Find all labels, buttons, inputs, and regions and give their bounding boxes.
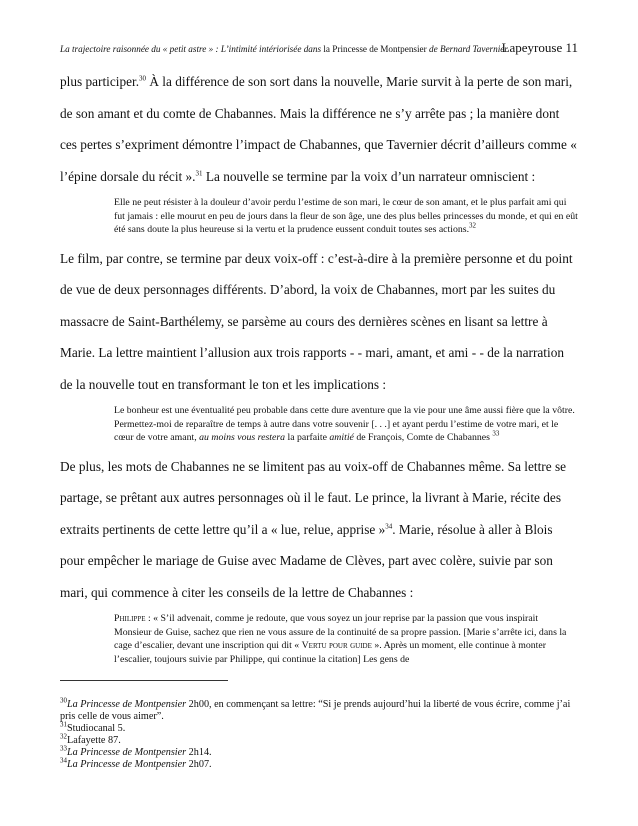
para3-text-b: . Marie, résolue à aller à Blois pour empêcher le mariage de Guise avec Madame de Clèves, part avec colère, suivie par son mari, qui commence à citer les conseils de la lettre de Chabannes : [60,521,553,600]
footnote-title: La Princesse de Montpensier [67,747,187,758]
footnote-number: 34 [60,756,67,765]
block-quote-2 [114,404,578,445]
quote3-text-b: ». Après un moment, elle continue à monter l’escalier, toujours suivie par Philippe, qui continue la citation] Les gens de [114,640,546,665]
para1-text-c: La nouvelle se termine par la voix d’un narrateur omniscient : [202,168,536,184]
footnote-separator [60,680,228,681]
paragraph-1 [60,66,578,192]
quote2-italic-2: amitié [329,432,354,443]
quote2-text-a: Le bonheur est une éventualité peu probable dans cette dure aventure que la vie pour une âme aussi fière que la vôtre. Permettez-moi de reparaître de temps à autre dans votre souvenir [. . .] et ayant perdu l’estime de votre mari, et le cœur de votre amant, [114,405,575,443]
para1-text-a: plus participer. [60,74,140,89]
block-quote-3 [114,612,578,666]
footnote-31 [60,720,578,735]
block-quote-1 [114,196,578,237]
footnote-text: 2h07. [186,759,212,770]
footnote-number: 30 [60,696,67,705]
footnote-number: 31 [60,720,67,729]
quote3-text-a: : « S’il advenait, comme je redoute, que vous soyez un jour reprise par la passion que vous inspirait Monsieur de Guise, sachez que rien ne vous assure de la continuité de sa propre passion. [Marie s’arrête ici, dans la cage d’escalier, devant une inscription qui dit « [114,613,567,651]
footnote-30 [60,696,578,723]
para1-text-b: À la différence de son sort dans la nouvelle, Marie survit à la perte de son mari, de son amant et du comte de Chabannes. Mais la différence ne s’y arrête pas ; la manière dont ces pertes s’expriment démontre l’impact de Chabannes, que Tavernier décrit d’ailleurs comme « l’épine dorsale du récit ». [60,74,577,184]
footnote-text: 2h14. [186,747,212,758]
footnote-title: La Princesse de Montpensier [67,759,187,770]
header-title: la Princesse de Montpensier [323,44,427,54]
footnote-text: Lafayette 87. [67,735,121,746]
para3-text-a: De plus, les mots de Chabannes ne se limitent pas au voix-off de Chabannes même. Sa lettre se partage, se prêtant aux autres personnages où il le faut. Le prince, la livrant à Marie, récite des extraits pertinents de cette lettre qu’il a « lue, relue, apprise » [60,458,567,537]
footnote-33 [60,744,578,759]
footnote-number: 32 [60,732,67,741]
paragraph-2: Le film, par contre, se termine par deux voix-off : c’est-à-dire à la première personne et du point de vue de deux personnages différents. D’abord, la voix de Chabannes, mort par les suites du massacre de Saint-Barthélemy, se parsème au cours des dernières scènes en lisant sa lettre à Marie. La lettre maintient l’allusion aux trois rapports - - mari, amant, et ami - - de la narration de la nouvelle tout en transformant le ton et les implications : [60,250,573,392]
footnote-number: 33 [60,744,67,753]
quote2-text-c: de François, Comte de Chabannes [353,432,490,443]
quote2-text-b: la parfaite [285,432,330,443]
footnote-32 [60,732,578,747]
footnote-text: 2h00, en commençant sa lettre: “Si je prends aujourd’hui la liberté de vous écrire, comme j’ai pris celle de vous aimer”. [60,699,571,722]
quote3-speaker: Philippe [114,613,146,624]
footnote-text: Studiocanal 5. [67,723,126,734]
footnote-ref-30[interactable]: 30 [139,74,147,83]
header-italic-2: de Bernard Tavernier [426,44,508,54]
quote3-inscription: Vertu pour guide [301,640,372,651]
footnote-ref-34[interactable]: 34 [385,522,393,531]
page-number: Lapeyrouse 11 [501,40,578,55]
footnotes [60,696,578,771]
page-body [60,66,578,771]
footnote-34 [60,756,578,771]
running-header [60,40,578,55]
footnote-ref-33[interactable]: 33 [492,429,500,438]
footnote-title: La Princesse de Montpensier [67,699,187,710]
footnote-ref-32[interactable]: 32 [469,221,477,230]
quote2-italic: au moins vous restera [199,432,286,443]
footnote-ref-31[interactable]: 31 [195,169,203,178]
quote1-text: Elle ne peut résister à la douleur d’avoir perdu l’estime de son mari, le cœur de son amant, et le plus parfait ami qui fut jamais : elle mourut en peu de jours dans la fleur de son âge, une des plus belles princesses du monde, et qui en eût été sans doute la plus heureuse si la vertu et la prudence eussent conduit toutes ses actions. [114,197,578,235]
header-italic-1: La trajectoire raisonnée du « petit astre » : L’intimité intériorisée dans [60,44,324,54]
paragraph-3 [60,451,578,609]
